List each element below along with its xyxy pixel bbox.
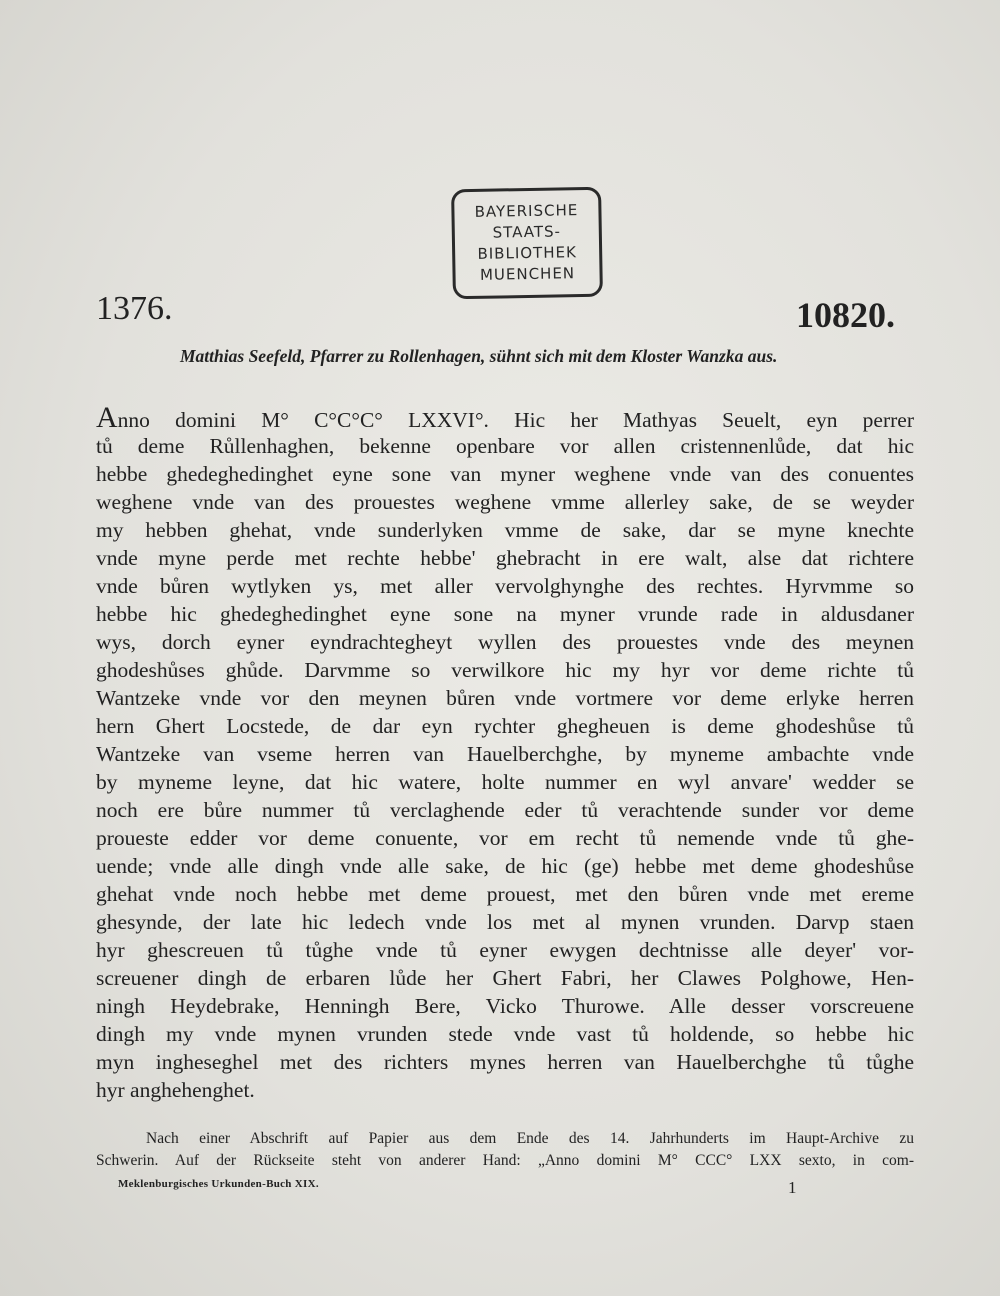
- text-line: vnde myne perde met rechte hebbe' ghebracht in ere walt, alse dat richtere: [96, 546, 914, 570]
- footnote-line: Schwerin. Auf der Rückseite steht von anderer Hand: „Anno domini M° CCC° LXX sexto, in com-: [96, 1152, 914, 1169]
- stamp-line: BIBLIOTHEK: [477, 243, 577, 263]
- stamp-line: BAYERISCHE: [474, 201, 579, 221]
- regest-summary: Matthias Seefeld, Pfarrer zu Rollenhagen, sühnt sich mit dem Kloster Wanzka aus.: [180, 346, 778, 366]
- running-book-title: Meklenburgisches Urkunden-Buch XIX.: [118, 1178, 319, 1190]
- text-line: Wantzeke vnde vor den meynen bůren vnde vortmere vor deme erlyke herren: [96, 686, 914, 710]
- document-year: 1376.: [96, 290, 173, 327]
- charter-text: [96, 401, 914, 1104]
- text-line: ningh Heydebrake, Henningh Bere, Vicko Thurowe. Alle desser vorscreuene: [96, 994, 914, 1018]
- footnote-line: Nach einer Abschrift auf Papier aus dem Ende des 14. Jahrhunderts im Haupt-Archive zu: [146, 1130, 914, 1147]
- text-line: hyr anghehenghet.: [96, 1078, 255, 1102]
- text-line: noch ere bůre nummer tů verclaghende eder tů verachtende sunder vor deme: [96, 798, 914, 822]
- text-line: hebbe hic ghedeghedinghet eyne sone na myner vrunde rade in aldusdaner: [96, 602, 914, 626]
- library-stamp: [451, 187, 603, 300]
- document-number: 10820.: [796, 295, 895, 335]
- source-footnote: [96, 1128, 914, 1172]
- text-line: vnde bůren wytlyken ys, met aller vervolghynghe des rechtes. Hyrvmme so: [96, 574, 914, 598]
- text-line: hyr ghescreuen tů tůghe vnde tů eyner ewygen dechtnisse alle deyer' vor-: [96, 938, 914, 962]
- text-line: hern Ghert Locstede, de dar eyn rychter ghegheuen is deme ghodeshůse tů: [96, 714, 914, 738]
- text-line: ghesynde, der late hic ledech vnde los met al mynen vrunden. Darvp staen: [96, 910, 914, 934]
- text-line: ghehat vnde noch hebbe met deme prouest, met den bůren vnde met ereme: [96, 882, 914, 906]
- text-line: myn ingheseghel met des richters mynes herren van Hauelberchghe tů tůghe: [96, 1050, 914, 1074]
- text-line: dingh my vnde mynen vrunden stede vnde vast tů holdende, so hebbe hic: [96, 1022, 914, 1046]
- stamp-line: MUENCHEN: [479, 264, 576, 284]
- stamp-line: STAATS-: [492, 222, 562, 242]
- text-line: screuener dingh de erbaren lůde her Ghert Fabri, her Clawes Polghowe, Hen-: [96, 966, 914, 990]
- page-number: 1: [788, 1178, 797, 1197]
- text-line: wys, dorch eyner eyndrachtegheyt wyllen des prouestes vnde des meynen: [96, 630, 914, 654]
- text-line: tů deme Růllenhaghen, bekenne openbare vor allen cristennenlůde, dat hic: [96, 434, 914, 458]
- text-line: Wantzeke van vseme herren van Hauelberchghe, by myneme ambachte vnde: [96, 742, 914, 766]
- text-line: Anno domini M° C°C°C° LXXVI°. Hic her Mathyas Seuelt, eyn perrer: [96, 401, 914, 434]
- initial-letter: A: [96, 401, 118, 434]
- text-line: proueste edder vor deme conuente, vor em recht tů nemende vnde tů ghe-: [96, 826, 914, 850]
- text-line: weghene vnde van des prouestes weghene vmme allerley sake, de se weyder: [96, 490, 914, 514]
- text-line: by myneme leyne, dat hic watere, holte nummer en wyl anvare' wedder se: [96, 770, 914, 794]
- text-line: my hebben ghehat, vnde sunderlyken vmme de sake, dar se myne knechte: [96, 518, 914, 542]
- text-line: hebbe ghedeghedinghet eyne sone van myner weghene vnde van des conuentes: [96, 462, 914, 486]
- text-line: ghodeshůses ghůde. Darvmme so verwilkore hic my hyr vor deme richte tů: [96, 658, 914, 682]
- text-line: uende; vnde alle dingh vnde alle sake, de hic (ge) hebbe met deme ghodeshůse: [96, 854, 914, 878]
